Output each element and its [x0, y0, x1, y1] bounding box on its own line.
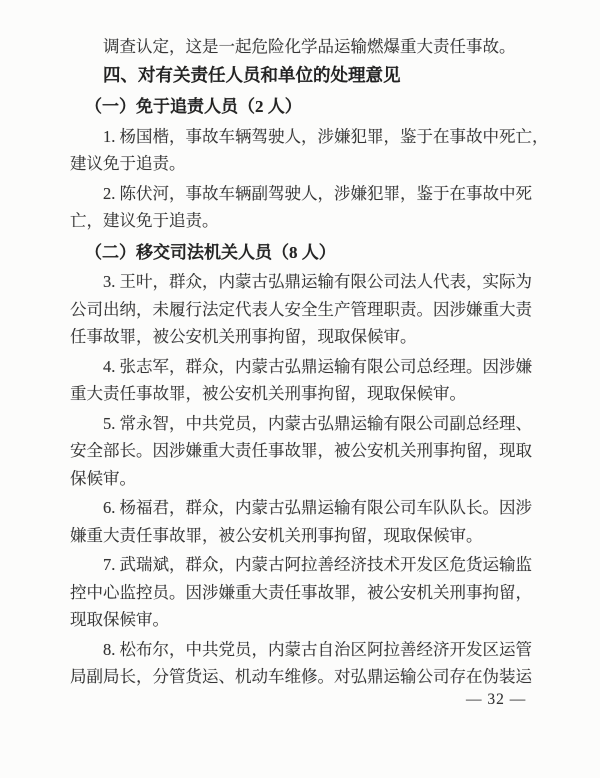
paragraph	[70, 268, 540, 351]
text-line: 局副局长，分管货运、机动车维修。对弘鼎运输公司存在伪装运	[70, 667, 532, 686]
paragraph	[70, 33, 540, 61]
text-line: 重大责任事故罪，被公安机关刑事拘留，现取保候审。	[70, 384, 466, 403]
paragraph	[70, 551, 540, 634]
text-line: 调查认定，这是一起危险化学品运输燃爆重大责任事故。	[103, 37, 516, 56]
text-line: 安全部长。因涉嫌重大责任事故罪，被公安机关刑事拘留，现取	[70, 441, 532, 460]
text-line: 6. 杨福君，群众，内蒙古弘鼎运输有限公司车队队长。因涉	[103, 498, 532, 517]
text-line: 8. 松布尔，中共党员，内蒙古自治区阿拉善经济开发区运管	[103, 639, 532, 659]
text-line: 4. 张志军，群众，内蒙古弘鼎运输有限公司总经理。因涉嫌	[103, 356, 532, 376]
text-line: 现取保候审。	[70, 610, 169, 629]
text-line: 保候审。	[70, 468, 136, 488]
text-line: （二）移交司法机关人员（8 人）	[85, 242, 336, 262]
text-line: 1. 杨国楷，事故车辆驾驶人，涉嫌犯罪，鉴于在事故中死亡，	[103, 126, 549, 146]
text-line: 嫌重大责任事故罪，被公安机关刑事拘留，现取保候审。	[70, 525, 483, 545]
paragraph	[70, 123, 549, 178]
subsection-heading	[70, 93, 540, 121]
text-line: 任事故罪，被公安机关刑事拘留，现取保候审。	[70, 327, 417, 346]
text-line: 2. 陈伏河，事故车辆副驾驶人，涉嫌犯罪，鉴于在事故中死	[103, 183, 532, 203]
text-line: 5. 常永智，中共党员，内蒙古弘鼎运输有限公司副总经理、	[103, 413, 532, 433]
paragraph	[70, 353, 540, 408]
text-block	[70, 33, 549, 691]
paragraph	[70, 410, 540, 493]
text-line: 公司出纳，未履行法定代表人安全生产管理职责。因涉嫌重大责	[70, 299, 532, 319]
text-line: 建议免于追责。	[70, 154, 186, 173]
paragraph	[70, 636, 540, 691]
text-line: 控中心监控员。因涉嫌重大责任事故罪，被公安机关刑事拘留，	[70, 582, 532, 602]
text-line: 3. 王叶，群众，内蒙古弘鼎运输有限公司法人代表，实际为	[103, 272, 532, 291]
section-heading	[70, 62, 540, 90]
paragraph	[70, 494, 540, 549]
text-line: 亡，建议免于追责。	[70, 211, 219, 230]
text-line: （一）免于追责人员（2 人）	[85, 97, 302, 116]
paragraph	[70, 180, 540, 235]
text-line: 四、对有关责任人员和单位的处理意见	[103, 64, 401, 85]
subsection-heading	[70, 239, 540, 267]
page-number: — 32 —	[466, 691, 527, 708]
text-line: 7. 武瑞斌，群众，内蒙古阿拉善经济技术开发区危货运输监	[103, 555, 532, 574]
